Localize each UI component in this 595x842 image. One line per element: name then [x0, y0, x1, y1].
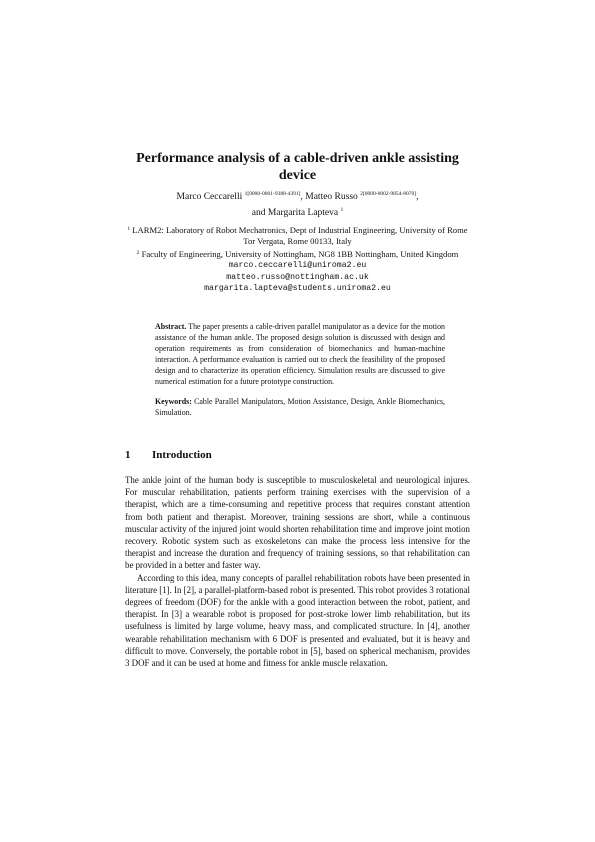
affiliations: [125, 224, 470, 294]
author-name: Marco Ceccarelli: [176, 192, 243, 202]
author-name: Matteo Russo: [305, 192, 358, 202]
affiliation-mark: 1: [127, 226, 131, 232]
author-orcid: 2[0000-0002-9854-8070]: [360, 191, 417, 197]
keywords-text: Cable Parallel Manipulators, Motion Assistance, Design, Ankle Biomechanics, Simulation.: [155, 397, 445, 417]
paper-title: Performance analysis of a cable-driven ankle assisting device: [136, 151, 459, 183]
body-text: [125, 474, 470, 669]
abstract-text: The paper presents a cable-driven parallel manipulator as a device for the motion assistance of the human ankle. The proposed design solution is discussed with design and operation requirements as from consideration of biomechanics and human-machine interaction. A performance evaluation is carried out to check the feasibility of the proposed design and to characterize its operation efficiency. Simulation results are discussed to give numerical estimation for a future prototype construction.: [155, 322, 445, 386]
abstract: [155, 321, 445, 387]
section-title: Introduction: [152, 449, 212, 461]
author-orcid: 1[0000-0001-9388-4391]: [244, 191, 301, 197]
author-line-1: [110, 188, 485, 204]
affiliation-mark: 2: [136, 249, 140, 256]
affiliation-1: [125, 224, 470, 248]
author-separator: ,: [416, 192, 419, 202]
author-line-2: [110, 204, 485, 220]
abstract-label: Abstract.: [155, 322, 187, 331]
author-list: [110, 188, 485, 220]
affiliation-text: Faculty of Engineering, University of Nottingham, NG8 1BB Nottingham, United Kingdom: [141, 248, 459, 259]
email-address[interactable]: matteo.russo@nottingham.ac.uk: [226, 272, 369, 282]
email-address[interactable]: margarita.lapteva@students.uniroma2.eu: [204, 284, 391, 294]
affiliation-2: [125, 248, 470, 260]
email-address[interactable]: marco.ceccarelli@uniroma2.eu: [228, 261, 367, 271]
author-name: and Margarita Lapteva: [251, 208, 339, 218]
author-affiliation-mark: 1: [340, 207, 344, 213]
keywords: [155, 396, 445, 418]
affiliation-text: LARM2: Laboratory of Robot Mechatronics, Dept of Industrial Engineering, University of Rome Tor Vergata, Rome 00133, Italy: [132, 225, 468, 247]
paragraph: According to this idea, many concepts of parallel rehabilitation robots have been presented in literature [1]. In [2], a parallel-platform-based robot is presented. This robot provides 3 rotational degrees of freedom (DOF) for the ankle with a good interaction between the robot, patient, and therapist. In [3] a wearable robot is proposed for post-stroke lower limb rehabilitation, but its usefulness is limited by large volume, heavy mass, and complicated structure. In [4], another wearable rehabilitation mechanism with 6 DOF is presented and evaluated, but it is heavy and difficult to move. Conversely, the portable robot in [5], based on spherical mechanism, provides 3 DOF and it can be used at home and fitness for ankle muscle relaxation.: [125, 572, 470, 669]
paragraph: The ankle joint of the human body is susceptible to musculoskeletal and neurological injures. For muscular rehabilitation, patients perform training exercises with the supervision of a therapist, which are a time-consuming and repetitive process that requires constant attention from both patient and therapist. Moreover, training sessions are short, while a continuous muscular activity of the injured joint would shorten rehabilitation time and improve joint motion recovery. Robotic system such as exoskeletons can make the process less intensive for the therapist and increase the duration and frequency of training sessions, so that rehabilitation can be provided in a better and faster way.: [125, 475, 470, 571]
keywords-label: Keywords:: [155, 397, 192, 406]
author-separator: ,: [300, 192, 306, 202]
abstract-block: [155, 321, 445, 418]
section-number: 1: [125, 449, 131, 461]
section-heading: [125, 448, 475, 462]
